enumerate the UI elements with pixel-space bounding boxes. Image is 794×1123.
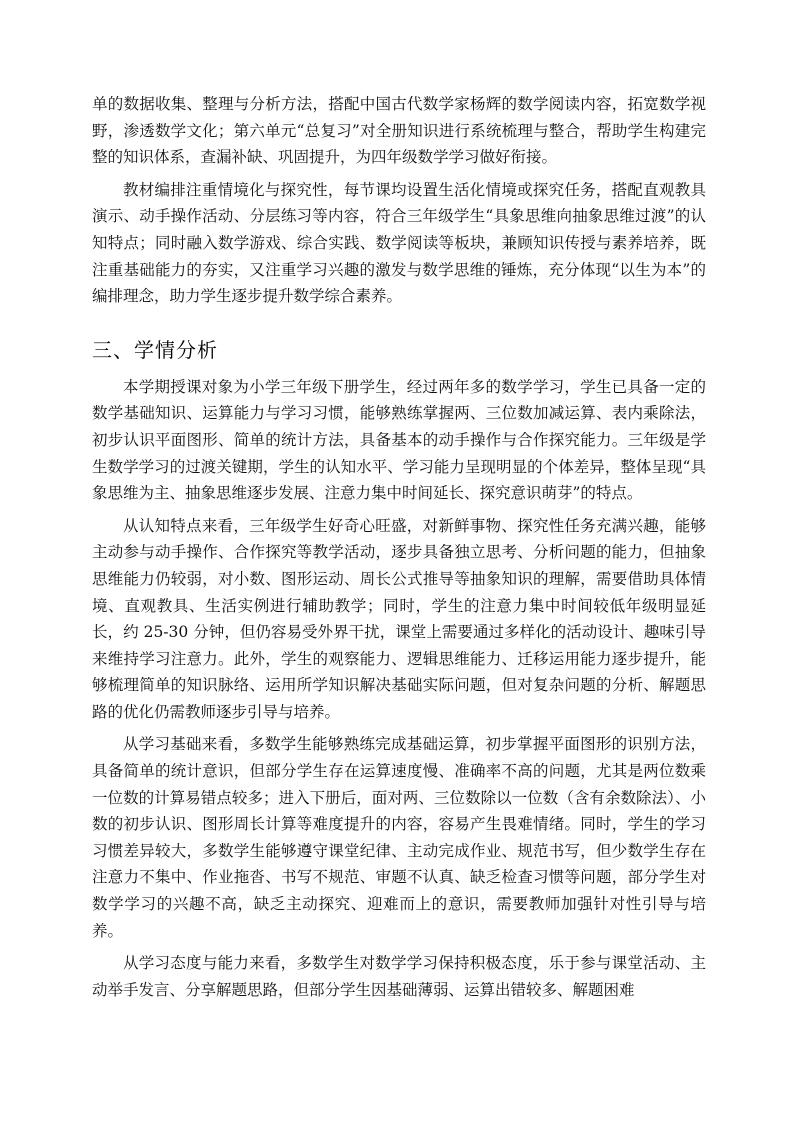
paragraph-intro-continued: 单的数据收集、整理与分析方法，搭配中国古代数学家杨辉的数学阅读内容，拓宽数学视野，渗透数学文化；第六单元“总复习”对全册知识进行系统梳理与整合，帮助学生构建完整的知识体系，查漏补缺、巩固提升，为四年级数学学习做好衔接。 [92, 95, 706, 167]
paragraph-cognitive-traits: 从认知特点来看，三年级学生好奇心旺盛，对新鲜事物、探究性任务充满兴趣，能够主动参与动手操作、合作探究等教学活动，逐步具备独立思考、分析问题的能力，但抽象思维能力仍较弱，对小数、图形运动、周长公式推导等抽象知识的理解，需要借助具体情境、直观教具、生活实例进行辅助教学；同时，学生的注意力集中时间较低年级明显延长，约 25-30 分钟，但仍容易受外界干扰，课堂上需要通过多样化的活动设计、趣味引导来维持学习注意力。此外，学生的观察能力、逻辑思维能力、迁移运用能力逐步提升，能够梳理简单的知识脉络、运用所学知识解决基础实际问题，但对复杂问题的分析、解题思路的优化仍需教师逐步引导与培养。 [92, 516, 706, 721]
paragraph-learning-foundation: 从学习基础来看，多数学生能够熟练完成基础运算，初步掌握平面图形的识别方法，具备简单的统计意识，但部分学生存在运算速度慢、准确率不高的问题，尤其是两位数乘一位数的计算易错点较多；进入下册后，面对两、三位数除以一位数（含有余数除法）、小数的初步认识、图形周长计算等难度提升的内容，容易产生畏难情绪。同时，学生的学习习惯差异较大，多数学生能够遵守课堂纪律、主动完成作业、规范书写，但少数学生存在注意力不集中、作业拖沓、书写不规范、审题不认真、缺乏检查习惯等问题，部分学生对数学学习的兴趣不高，缺乏主动探究、迎难而上的意识，需要教师加强针对性引导与培养。 [92, 735, 706, 940]
paragraph-student-overview: 本学期授课对象为小学三年级下册学生，经过两年多的数学学习，学生已具备一定的数学基础知识、运算能力与学习习惯，能够熟练掌握两、三位数加减运算、表内乘除法，初步认识平面图形、简单的统计方法，具备基本的动手操作与合作探究能力。三年级是学生数学学习的过渡关键期，学生的认知水平、学习能力呈现明显的个体差异，整体呈现“具象思维为主、抽象思维逐步发展、注意力集中时间延长、探究意识萌芽”的特点。 [92, 377, 706, 503]
document-page [92, 91, 706, 1009]
paragraph-textbook-design: 教材编排注重情境化与探究性，每节课均设置生活化情境或探究任务，搭配直观教具演示、动手操作活动、分层练习等内容，符合三年级学生“具象思维向抽象思维过渡”的认知特点；同时融入数学游戏、综合实践、数学阅读等板块，兼顾知识传授与素养培养，既注重基础能力的夯实，又注重学习兴趣的激发与数学思维的锤炼，充分体现“以生为本”的编排理念，助力学生逐步提升数学综合素养。 [92, 180, 706, 306]
paragraph-learning-attitude: 从学习态度与能力来看，多数学生对数学学习保持积极态度，乐于参与课堂活动、主动举手发言、分享解题思路，但部分学生因基础薄弱、运算出错较多、解题困难 [92, 954, 706, 999]
section-heading: 三、学情分析 [92, 337, 218, 362]
